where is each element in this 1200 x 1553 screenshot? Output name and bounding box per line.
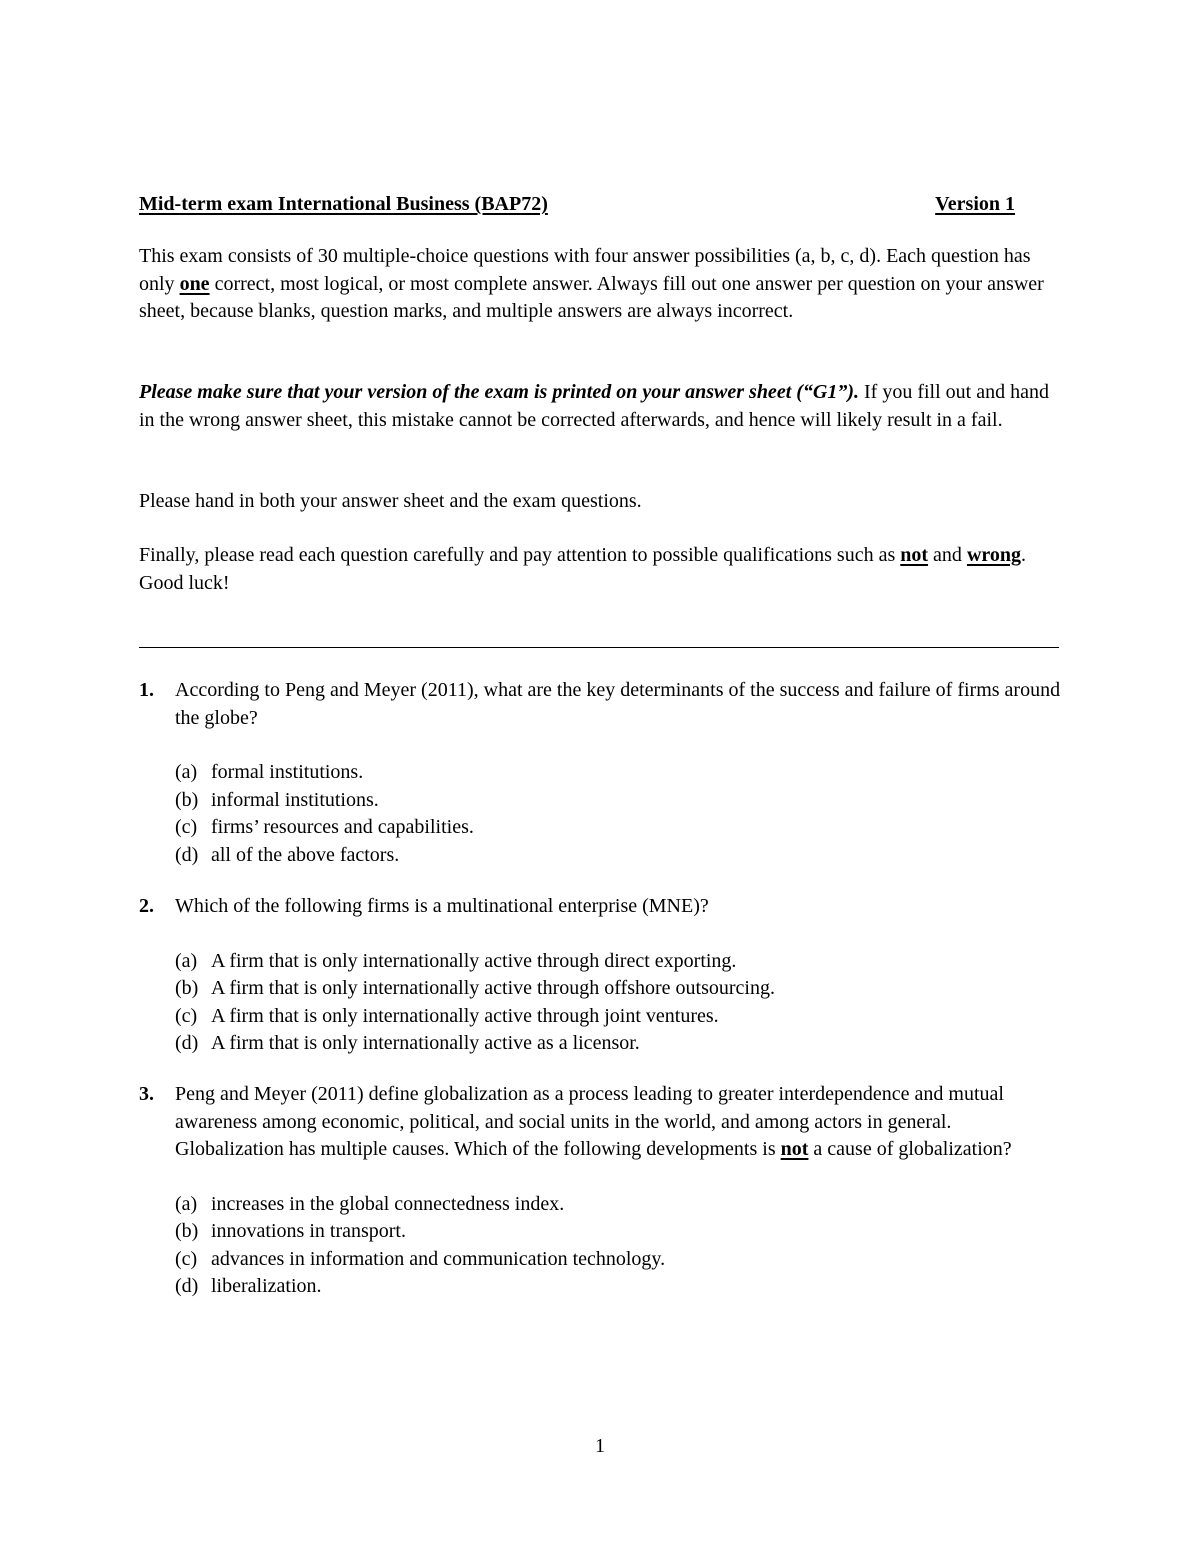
question-stem-emphasis-not: not: [780, 1138, 809, 1160]
option-d: [175, 1030, 1069, 1058]
exam-title: Mid-term exam International Business (BAP72): [139, 193, 548, 215]
intro-p1-emphasis-one: one: [179, 272, 210, 295]
option-text: informal institutions.: [211, 788, 379, 811]
option-letter: (b): [175, 977, 199, 999]
answer-options: [175, 759, 1069, 869]
option-text: A firm that is only internationally active through joint ventures.: [211, 1004, 719, 1027]
option-letter: (c): [175, 1004, 198, 1027]
option-text: A firm that is only internationally active through direct exporting.: [211, 949, 737, 972]
section-divider: [139, 647, 1059, 648]
option-text: firms’ resources and capabilities.: [211, 816, 474, 838]
option-letter: (b): [175, 1220, 199, 1242]
intro-p2-text: If you fill out and hand in the wrong answer sheet, this mistake cannot be corrected afterwards, and hence will likely result in a fail.: [139, 381, 1049, 431]
option-d: [175, 842, 1069, 870]
option-letter: (d): [175, 1275, 199, 1297]
exam-header: [139, 190, 1019, 218]
option-a: [175, 1191, 1069, 1219]
option-b: [175, 1218, 1069, 1246]
intro-p4-emphasis-not: not: [900, 544, 929, 566]
option-c: [175, 1003, 1069, 1031]
option-text: increases in the global connectedness index.: [211, 1192, 565, 1215]
intro-p1-text-b: correct, most logical, or most complete answer. Always fill out one answer per question on your answer sheet, because blanks, question marks, and multiple answers are always incorrect.: [139, 272, 1044, 322]
page-number: 1: [595, 1435, 605, 1457]
intro-p4-text-a: Finally, please read each question carefully and pay attention to possible qualifications such as: [139, 544, 901, 566]
question-1: [139, 677, 1069, 869]
option-b: [175, 787, 1069, 815]
question-stem: Which of the following firms is a multinational enterprise (MNE)?: [175, 895, 709, 917]
option-text: formal institutions.: [211, 761, 364, 783]
answer-options: [175, 1191, 1069, 1301]
option-c: [175, 814, 1069, 842]
option-letter: (a): [175, 949, 198, 972]
question-stem: According to Peng and Meyer (2011), what are the key determinants of the success and failure of firms around the globe?: [175, 679, 1061, 729]
intro-p2-warning: Please make sure that your version of the exam is printed on your answer sheet (“G1”).: [139, 381, 860, 403]
option-letter: (d): [175, 1032, 199, 1054]
option-letter: (d): [175, 843, 199, 866]
question-2: [139, 893, 1069, 1058]
option-text: all of the above factors.: [211, 843, 400, 866]
option-letter: (c): [175, 1247, 198, 1270]
option-letter: (b): [175, 788, 199, 811]
option-b: [175, 975, 1069, 1003]
question-number: 1.: [139, 679, 154, 701]
intro-p1-text-a: This exam consists of 30 multiple-choice questions with four answer possibilities (a, b, c, d). Each question has only: [139, 245, 1031, 295]
question-number: 3.: [139, 1083, 154, 1105]
intro-paragraph-3: Please hand in both your answer sheet and the exam questions.: [139, 490, 642, 512]
exam-version: Version 1: [935, 193, 1015, 215]
option-a: [175, 759, 1069, 787]
question-stem-text-b: a cause of globalization?: [808, 1138, 1012, 1160]
question-3: [139, 1081, 1069, 1301]
option-letter: (a): [175, 1192, 198, 1215]
option-a: [175, 948, 1069, 976]
intro-paragraph-1: [139, 243, 1069, 326]
intro-p4-text-b: and: [928, 544, 967, 566]
option-text: advances in information and communication technology.: [211, 1247, 666, 1270]
option-c: [175, 1246, 1069, 1274]
option-text: A firm that is only internationally active as a licensor.: [211, 1032, 640, 1054]
intro-p4-text-c: . Good luck!: [139, 544, 1027, 594]
intro-paragraph-4: [139, 542, 1069, 597]
option-letter: (a): [175, 761, 198, 783]
option-d: [175, 1273, 1069, 1301]
answer-options: [175, 948, 1069, 1058]
option-text: innovations in transport.: [211, 1220, 406, 1242]
option-text: liberalization.: [211, 1275, 322, 1297]
question-stem: [175, 1081, 1065, 1164]
intro-paragraph-2: [139, 379, 1069, 434]
question-number: 2.: [139, 895, 154, 917]
question-stem-text-a: Peng and Meyer (2011) define globalization as a process leading to greater interdependence and mutual awareness among economic, political, and social units in the world, and among actors in general. Globalization has multiple causes. Which of the following developments is: [175, 1083, 1004, 1160]
option-text: A firm that is only internationally active through offshore outsourcing.: [211, 977, 775, 999]
intro-p4-emphasis-wrong: wrong: [966, 544, 1022, 566]
option-letter: (c): [175, 816, 198, 838]
